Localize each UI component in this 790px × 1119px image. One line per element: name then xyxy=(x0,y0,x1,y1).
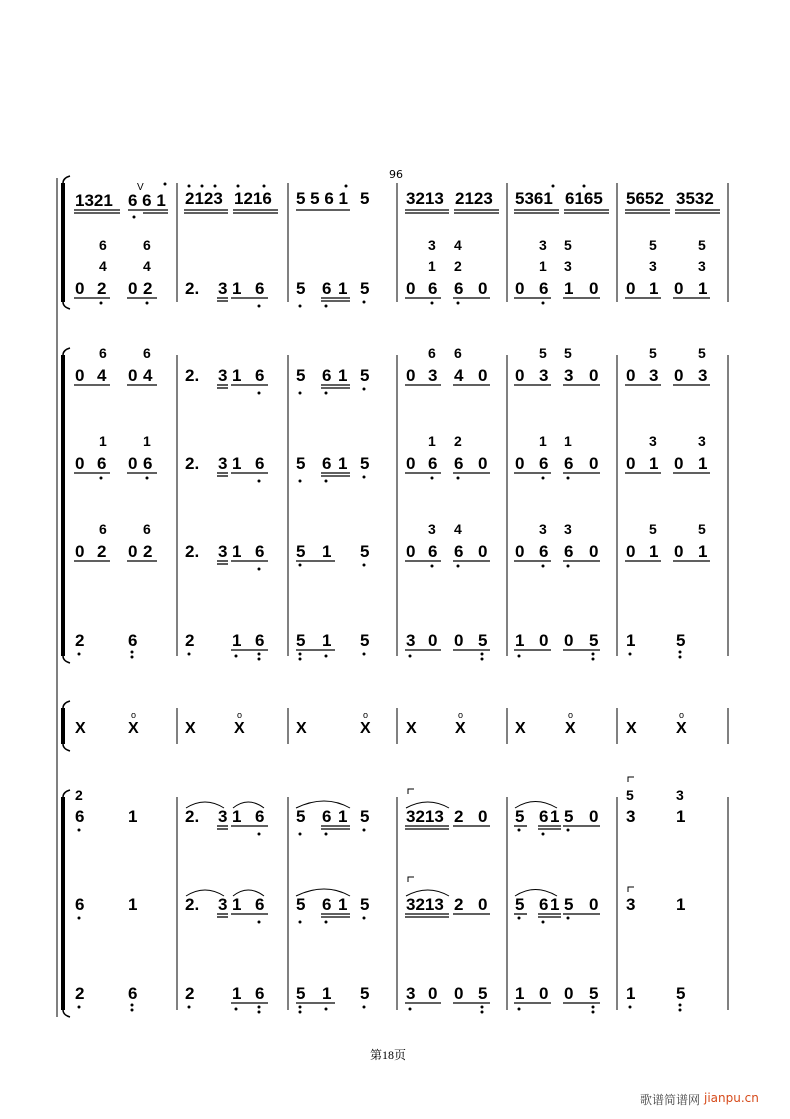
svg-text:3213: 3213 xyxy=(406,895,444,914)
svg-text:1: 1 xyxy=(515,984,525,1003)
svg-text:0: 0 xyxy=(564,984,574,1003)
svg-text:5: 5 xyxy=(676,631,686,650)
svg-text:1: 1 xyxy=(698,542,708,561)
svg-text:o: o xyxy=(568,710,574,720)
staff-5 xyxy=(75,521,707,561)
svg-text:5: 5 xyxy=(360,895,370,914)
svg-text:1: 1 xyxy=(626,631,636,650)
svg-text:X: X xyxy=(234,720,245,737)
svg-text:3: 3 xyxy=(218,279,228,298)
svg-text:3: 3 xyxy=(649,433,657,449)
svg-text:0: 0 xyxy=(406,279,416,298)
svg-text:1: 1 xyxy=(698,454,708,473)
svg-text:5361: 5361 xyxy=(515,189,553,208)
svg-text:5: 5 xyxy=(296,542,306,561)
svg-text:4: 4 xyxy=(99,258,107,274)
svg-text:5: 5 xyxy=(360,366,370,385)
svg-text:6: 6 xyxy=(428,542,438,561)
svg-text:3213: 3213 xyxy=(406,807,444,826)
svg-text:5: 5 xyxy=(564,807,574,826)
svg-text:5: 5 xyxy=(564,345,572,361)
svg-text:6 6 1: 6 6 1 xyxy=(128,191,166,210)
svg-text:1: 1 xyxy=(232,984,242,1003)
svg-text:0: 0 xyxy=(515,279,525,298)
svg-text:0: 0 xyxy=(515,454,525,473)
svg-text:0: 0 xyxy=(626,454,636,473)
svg-text:2: 2 xyxy=(185,631,195,650)
svg-text:6: 6 xyxy=(97,454,107,473)
svg-text:4: 4 xyxy=(97,366,107,385)
svg-text:6: 6 xyxy=(128,984,138,1003)
svg-text:6: 6 xyxy=(75,895,85,914)
svg-text:X: X xyxy=(128,720,139,737)
svg-text:5: 5 xyxy=(515,895,525,914)
svg-text:1: 1 xyxy=(232,279,242,298)
svg-text:2: 2 xyxy=(75,787,83,803)
svg-text:5: 5 xyxy=(360,807,370,826)
svg-text:0: 0 xyxy=(564,631,574,650)
svg-text:6: 6 xyxy=(539,454,549,473)
svg-text:2: 2 xyxy=(143,279,153,298)
svg-text:0: 0 xyxy=(75,454,85,473)
svg-text:X: X xyxy=(360,720,371,737)
svg-text:2.: 2. xyxy=(185,279,200,298)
svg-text:1: 1 xyxy=(322,542,332,561)
svg-text:0: 0 xyxy=(128,454,138,473)
svg-text:3: 3 xyxy=(698,258,706,274)
svg-text:0: 0 xyxy=(406,542,416,561)
svg-text:6: 6 xyxy=(255,366,265,385)
svg-text:5: 5 xyxy=(360,454,370,473)
svg-text:1: 1 xyxy=(338,366,348,385)
svg-text:0: 0 xyxy=(589,542,599,561)
svg-text:4: 4 xyxy=(143,366,153,385)
svg-text:6: 6 xyxy=(99,521,107,537)
svg-text:5: 5 xyxy=(296,895,306,914)
svg-text:1: 1 xyxy=(550,807,560,826)
svg-text:6: 6 xyxy=(428,454,438,473)
svg-text:1: 1 xyxy=(676,807,686,826)
svg-text:5: 5 xyxy=(564,237,572,253)
svg-text:0: 0 xyxy=(128,542,138,561)
svg-text:3: 3 xyxy=(428,237,436,253)
svg-text:2.: 2. xyxy=(185,366,200,385)
svg-text:6: 6 xyxy=(75,807,85,826)
svg-text:X: X xyxy=(455,720,466,737)
svg-text:1: 1 xyxy=(515,631,525,650)
svg-text:6: 6 xyxy=(128,631,138,650)
svg-text:2: 2 xyxy=(97,279,107,298)
svg-text:1: 1 xyxy=(128,807,138,826)
svg-text:5: 5 xyxy=(649,345,657,361)
svg-text:0: 0 xyxy=(515,542,525,561)
svg-text:1: 1 xyxy=(232,454,242,473)
svg-text:0: 0 xyxy=(478,366,488,385)
svg-text:3: 3 xyxy=(539,521,547,537)
svg-text:1: 1 xyxy=(232,366,242,385)
svg-text:o: o xyxy=(679,710,685,720)
svg-text:6: 6 xyxy=(428,279,438,298)
svg-text:2: 2 xyxy=(75,984,85,1003)
svg-text:5: 5 xyxy=(296,984,306,1003)
svg-text:2123: 2123 xyxy=(455,189,493,208)
svg-text:1: 1 xyxy=(338,895,348,914)
svg-text:2.: 2. xyxy=(185,542,200,561)
svg-text:3: 3 xyxy=(649,258,657,274)
svg-text:6: 6 xyxy=(322,895,332,914)
staff-7 xyxy=(75,710,687,737)
svg-text:X: X xyxy=(406,720,417,737)
svg-text:2: 2 xyxy=(75,631,85,650)
svg-text:0: 0 xyxy=(478,807,488,826)
svg-text:3: 3 xyxy=(676,787,684,803)
svg-text:3: 3 xyxy=(428,366,438,385)
staff-6 xyxy=(75,631,685,650)
svg-text:0: 0 xyxy=(75,279,85,298)
svg-text:1: 1 xyxy=(698,279,708,298)
svg-text:1: 1 xyxy=(539,258,547,274)
svg-text:2: 2 xyxy=(97,542,107,561)
svg-text:5: 5 xyxy=(626,787,634,803)
svg-text:5: 5 xyxy=(296,279,306,298)
svg-text:3: 3 xyxy=(218,366,228,385)
svg-text:0: 0 xyxy=(478,895,488,914)
svg-text:1: 1 xyxy=(232,807,242,826)
svg-text:0: 0 xyxy=(674,454,684,473)
svg-text:1: 1 xyxy=(232,542,242,561)
svg-text:1: 1 xyxy=(649,454,659,473)
svg-text:5: 5 xyxy=(478,984,488,1003)
svg-text:5: 5 xyxy=(360,542,370,561)
svg-text:6: 6 xyxy=(539,807,549,826)
svg-text:1: 1 xyxy=(649,279,659,298)
svg-text:1: 1 xyxy=(322,631,332,650)
svg-text:X: X xyxy=(626,720,637,737)
svg-text:6: 6 xyxy=(255,454,265,473)
watermark-site-name: 歌谱简谱网 xyxy=(640,1093,701,1107)
svg-text:0: 0 xyxy=(454,984,464,1003)
svg-text:1: 1 xyxy=(649,542,659,561)
svg-text:X: X xyxy=(185,720,196,737)
svg-text:0: 0 xyxy=(674,366,684,385)
svg-text:6: 6 xyxy=(143,345,151,361)
svg-text:1: 1 xyxy=(564,433,572,449)
svg-text:1: 1 xyxy=(676,895,686,914)
svg-text:0: 0 xyxy=(589,366,599,385)
svg-text:6: 6 xyxy=(539,895,549,914)
svg-text:1: 1 xyxy=(232,631,242,650)
svg-text:5: 5 xyxy=(698,237,706,253)
svg-text:6: 6 xyxy=(255,631,265,650)
svg-text:1: 1 xyxy=(626,984,636,1003)
svg-text:6: 6 xyxy=(322,366,332,385)
svg-text:6: 6 xyxy=(99,345,107,361)
svg-text:4: 4 xyxy=(454,237,462,253)
svg-text:2.: 2. xyxy=(185,454,200,473)
staff-2 xyxy=(75,237,707,298)
svg-text:0: 0 xyxy=(589,454,599,473)
svg-text:2: 2 xyxy=(185,984,195,1003)
svg-text:3: 3 xyxy=(428,521,436,537)
system-bracket-top xyxy=(57,176,70,1017)
svg-text:4: 4 xyxy=(454,366,464,385)
svg-text:2: 2 xyxy=(454,258,462,274)
svg-text:0: 0 xyxy=(428,984,438,1003)
svg-text:X: X xyxy=(676,720,687,737)
svg-text:6: 6 xyxy=(99,237,107,253)
svg-text:6: 6 xyxy=(255,279,265,298)
svg-text:1: 1 xyxy=(322,984,332,1003)
svg-text:0: 0 xyxy=(589,807,599,826)
svg-text:0: 0 xyxy=(539,631,549,650)
svg-text:0: 0 xyxy=(539,984,549,1003)
svg-text:1: 1 xyxy=(232,895,242,914)
svg-text:5: 5 xyxy=(698,521,706,537)
svg-text:5: 5 xyxy=(589,631,599,650)
svg-text:1216: 1216 xyxy=(234,189,272,208)
svg-text:1: 1 xyxy=(564,279,574,298)
svg-text:3: 3 xyxy=(698,433,706,449)
svg-text:5: 5 xyxy=(360,279,370,298)
svg-text:0: 0 xyxy=(626,542,636,561)
measure-number: 96 xyxy=(389,168,403,181)
svg-text:4: 4 xyxy=(454,521,462,537)
svg-text:3: 3 xyxy=(218,542,228,561)
svg-text:2.: 2. xyxy=(185,807,200,826)
svg-text:3: 3 xyxy=(218,807,228,826)
svg-text:X: X xyxy=(515,720,526,737)
svg-text:6: 6 xyxy=(255,807,265,826)
svg-text:1: 1 xyxy=(550,895,560,914)
svg-text:0: 0 xyxy=(454,631,464,650)
svg-text:0: 0 xyxy=(128,366,138,385)
svg-text:5: 5 xyxy=(589,984,599,1003)
svg-text:1: 1 xyxy=(99,433,107,449)
svg-text:6: 6 xyxy=(255,542,265,561)
svg-text:5: 5 xyxy=(296,454,306,473)
svg-text:0: 0 xyxy=(478,542,488,561)
svg-text:2123: 2123 xyxy=(185,189,223,208)
svg-text:3: 3 xyxy=(406,631,416,650)
svg-text:6: 6 xyxy=(322,807,332,826)
staff-8 xyxy=(75,777,685,826)
svg-text:X: X xyxy=(565,720,576,737)
svg-text:5: 5 xyxy=(539,345,547,361)
svg-text:6: 6 xyxy=(143,521,151,537)
svg-text:V: V xyxy=(137,182,144,193)
svg-text:5: 5 xyxy=(698,345,706,361)
svg-text:6: 6 xyxy=(454,542,464,561)
svg-text:2: 2 xyxy=(454,807,464,826)
svg-text:3: 3 xyxy=(539,237,547,253)
svg-text:5: 5 xyxy=(296,366,306,385)
svg-text:1: 1 xyxy=(428,433,436,449)
staff-9 xyxy=(75,877,685,914)
svg-text:5: 5 xyxy=(676,984,686,1003)
svg-text:6: 6 xyxy=(255,984,265,1003)
svg-text:6: 6 xyxy=(564,454,574,473)
svg-text:0: 0 xyxy=(428,631,438,650)
svg-text:0: 0 xyxy=(478,454,488,473)
svg-text:3213: 3213 xyxy=(406,189,444,208)
svg-text:1321: 1321 xyxy=(75,191,113,210)
svg-text:o: o xyxy=(131,710,137,720)
svg-text:6: 6 xyxy=(143,237,151,253)
svg-text:3: 3 xyxy=(698,366,708,385)
svg-text:X: X xyxy=(75,720,86,737)
svg-text:o: o xyxy=(458,710,464,720)
svg-text:0: 0 xyxy=(75,542,85,561)
svg-text:6: 6 xyxy=(143,454,153,473)
staff-3 xyxy=(75,345,707,385)
svg-text:3: 3 xyxy=(649,366,659,385)
svg-text:0: 0 xyxy=(626,366,636,385)
staff-10 xyxy=(75,984,685,1003)
svg-text:3: 3 xyxy=(564,521,572,537)
svg-text:6: 6 xyxy=(454,345,462,361)
svg-text:3532: 3532 xyxy=(676,189,714,208)
svg-text:3: 3 xyxy=(539,366,549,385)
svg-text:5: 5 xyxy=(649,237,657,253)
svg-text:2.: 2. xyxy=(185,895,200,914)
svg-text:1: 1 xyxy=(143,433,151,449)
svg-text:1: 1 xyxy=(338,279,348,298)
svg-text:0: 0 xyxy=(75,366,85,385)
svg-text:1: 1 xyxy=(128,895,138,914)
svg-text:6165: 6165 xyxy=(565,189,603,208)
svg-text:6: 6 xyxy=(454,454,464,473)
svg-text:5 5 6 1: 5 5 6 1 xyxy=(296,189,348,208)
svg-text:0: 0 xyxy=(128,279,138,298)
svg-text:1: 1 xyxy=(338,807,348,826)
svg-text:0: 0 xyxy=(406,366,416,385)
svg-text:2: 2 xyxy=(143,542,153,561)
svg-text:4: 4 xyxy=(143,258,151,274)
svg-text:6: 6 xyxy=(454,279,464,298)
svg-text:3: 3 xyxy=(218,454,228,473)
svg-text:6: 6 xyxy=(255,895,265,914)
svg-text:5: 5 xyxy=(478,631,488,650)
watermark-site-url: jianpu.cn xyxy=(704,1091,759,1105)
svg-text:3: 3 xyxy=(626,807,636,826)
svg-text:5: 5 xyxy=(649,521,657,537)
svg-text:1: 1 xyxy=(428,258,436,274)
svg-text:o: o xyxy=(237,710,243,720)
svg-text:0: 0 xyxy=(589,895,599,914)
svg-text:5: 5 xyxy=(360,189,370,208)
page-number: 第18页 xyxy=(370,1048,407,1062)
svg-text:o: o xyxy=(363,710,369,720)
svg-text:6: 6 xyxy=(322,454,332,473)
svg-text:3: 3 xyxy=(218,895,228,914)
svg-text:3: 3 xyxy=(626,895,636,914)
svg-text:X: X xyxy=(296,720,307,737)
svg-text:0: 0 xyxy=(674,279,684,298)
svg-text:6: 6 xyxy=(539,279,549,298)
svg-text:5: 5 xyxy=(296,807,306,826)
svg-text:6: 6 xyxy=(539,542,549,561)
svg-text:2: 2 xyxy=(454,433,462,449)
svg-text:5: 5 xyxy=(360,631,370,650)
svg-text:6: 6 xyxy=(564,542,574,561)
svg-text:0: 0 xyxy=(478,279,488,298)
svg-text:5: 5 xyxy=(564,895,574,914)
svg-text:0: 0 xyxy=(626,279,636,298)
svg-text:1: 1 xyxy=(338,454,348,473)
svg-text:5: 5 xyxy=(296,631,306,650)
svg-text:0: 0 xyxy=(674,542,684,561)
svg-text:0: 0 xyxy=(515,366,525,385)
svg-text:3: 3 xyxy=(564,258,572,274)
svg-text:6: 6 xyxy=(428,345,436,361)
staff-4 xyxy=(75,433,707,473)
svg-text:0: 0 xyxy=(406,454,416,473)
rhythm-underlines xyxy=(74,298,710,1003)
svg-text:3: 3 xyxy=(406,984,416,1003)
svg-text:3: 3 xyxy=(564,366,574,385)
svg-text:0: 0 xyxy=(589,279,599,298)
svg-text:5652: 5652 xyxy=(626,189,664,208)
svg-text:2: 2 xyxy=(454,895,464,914)
svg-text:6: 6 xyxy=(322,279,332,298)
svg-text:5: 5 xyxy=(360,984,370,1003)
svg-text:1: 1 xyxy=(539,433,547,449)
svg-text:5: 5 xyxy=(515,807,525,826)
